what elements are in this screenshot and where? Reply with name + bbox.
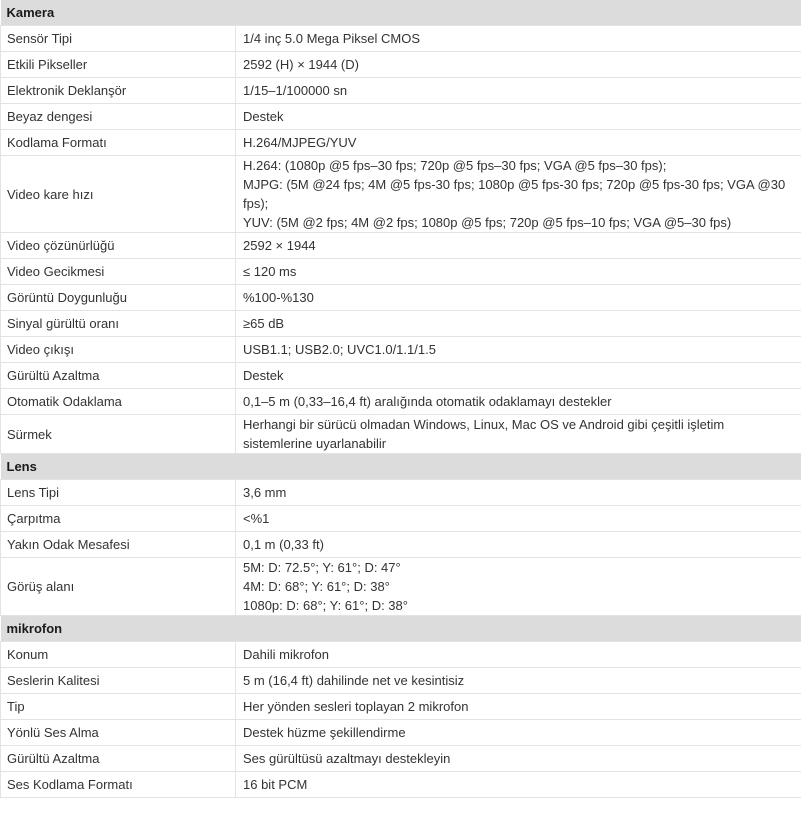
- spec-label: Görüntü Doygunluğu: [1, 285, 236, 311]
- section-title: mikrofon: [1, 616, 801, 642]
- spec-label: Kodlama Formatı: [1, 130, 236, 156]
- spec-label: Yönlü Ses Alma: [1, 720, 236, 746]
- spec-value: %100-%130: [236, 285, 801, 311]
- spec-label: Yakın Odak Mesafesi: [1, 532, 236, 558]
- spec-label: Lens Tipi: [1, 480, 236, 506]
- spec-label: Elektronik Deklanşör: [1, 78, 236, 104]
- spec-value: 5M: D: 72.5°; Y: 61°; D: 47° 4M: D: 68°; Y: 61°; D: 38° 1080p: D: 68°; Y: 61°; D: 38°: [236, 558, 801, 616]
- spec-label: Sensör Tipi: [1, 26, 236, 52]
- spec-label: Sürmek: [1, 415, 236, 454]
- spec-row: [1, 558, 801, 616]
- spec-row: [1, 104, 801, 130]
- spec-value: Dahili mikrofon: [236, 642, 801, 668]
- spec-row: [1, 480, 801, 506]
- spec-value: 5 m (16,4 ft) dahilinde net ve kesintisiz: [236, 668, 801, 694]
- spec-label: Otomatik Odaklama: [1, 389, 236, 415]
- spec-label: Görüş alanı: [1, 558, 236, 616]
- spec-value: 2592 × 1944: [236, 233, 801, 259]
- section-header: [1, 616, 801, 642]
- spec-table-body: [1, 0, 801, 798]
- spec-row: [1, 156, 801, 233]
- spec-value: Destek hüzme şekillendirme: [236, 720, 801, 746]
- spec-row: [1, 26, 801, 52]
- spec-value: 0,1–5 m (0,33–16,4 ft) aralığında otomatik odaklamayı destekler: [236, 389, 801, 415]
- spec-row: [1, 52, 801, 78]
- spec-row: [1, 772, 801, 798]
- spec-row: [1, 311, 801, 337]
- spec-value: Her yönden sesleri toplayan 2 mikrofon: [236, 694, 801, 720]
- spec-label: Video çözünürlüğü: [1, 233, 236, 259]
- spec-label: Video Gecikmesi: [1, 259, 236, 285]
- spec-label: Gürültü Azaltma: [1, 746, 236, 772]
- spec-row: [1, 78, 801, 104]
- spec-row: [1, 668, 801, 694]
- spec-value: 16 bit PCM: [236, 772, 801, 798]
- spec-value: 2592 (H) × 1944 (D): [236, 52, 801, 78]
- spec-label: Gürültü Azaltma: [1, 363, 236, 389]
- spec-row: [1, 389, 801, 415]
- section-title: Lens: [1, 454, 801, 480]
- spec-label: Seslerin Kalitesi: [1, 668, 236, 694]
- spec-value: ≥65 dB: [236, 311, 801, 337]
- spec-row: [1, 720, 801, 746]
- section-header: [1, 0, 801, 26]
- spec-value: 1/15–1/100000 sn: [236, 78, 801, 104]
- spec-value: ≤ 120 ms: [236, 259, 801, 285]
- spec-label: Tip: [1, 694, 236, 720]
- section-header: [1, 454, 801, 480]
- spec-label: Ses Kodlama Formatı: [1, 772, 236, 798]
- spec-value: 0,1 m (0,33 ft): [236, 532, 801, 558]
- spec-row: [1, 694, 801, 720]
- spec-value: <%1: [236, 506, 801, 532]
- spec-label: Video kare hızı: [1, 156, 236, 233]
- spec-row: [1, 363, 801, 389]
- section-title: Kamera: [1, 0, 801, 26]
- spec-row: [1, 532, 801, 558]
- spec-value: 3,6 mm: [236, 480, 801, 506]
- spec-label: Sinyal gürültü oranı: [1, 311, 236, 337]
- spec-row: [1, 259, 801, 285]
- spec-row: [1, 130, 801, 156]
- spec-row: [1, 233, 801, 259]
- spec-value: Destek: [236, 363, 801, 389]
- spec-label: Konum: [1, 642, 236, 668]
- spec-row: [1, 642, 801, 668]
- spec-row: [1, 337, 801, 363]
- spec-row: [1, 285, 801, 311]
- spec-label: Beyaz dengesi: [1, 104, 236, 130]
- spec-value: Destek: [236, 104, 801, 130]
- spec-value: Ses gürültüsü azaltmayı destekleyin: [236, 746, 801, 772]
- spec-label: Video çıkışı: [1, 337, 236, 363]
- spec-value: H.264: (1080p @5 fps–30 fps; 720p @5 fps–30 fps; VGA @5 fps–30 fps); MJPG: (5M @24 fps; 4M @5 fps-30 fps; 1080p @5 fps-30 fps; 720p @5 fps-30 fps; VGA @30 fps); YUV: (5M @2 fps; 4M @2 fps; 1080p @5 fps; 720p @5 fps–10 fps; VGA @5–30 fps): [236, 156, 801, 233]
- spec-value: USB1.1; USB2.0; UVC1.0/1.1/1.5: [236, 337, 801, 363]
- spec-value: Herhangi bir sürücü olmadan Windows, Linux, Mac OS ve Android gibi çeşitli işletim sistemlerine uyarlanabilir: [236, 415, 801, 454]
- spec-row: [1, 746, 801, 772]
- spec-value: H.264/MJPEG/YUV: [236, 130, 801, 156]
- spec-row: [1, 415, 801, 454]
- spec-value: 1/4 inç 5.0 Mega Piksel CMOS: [236, 26, 801, 52]
- spec-label: Etkili Pikseller: [1, 52, 236, 78]
- spec-row: [1, 506, 801, 532]
- spec-label: Çarpıtma: [1, 506, 236, 532]
